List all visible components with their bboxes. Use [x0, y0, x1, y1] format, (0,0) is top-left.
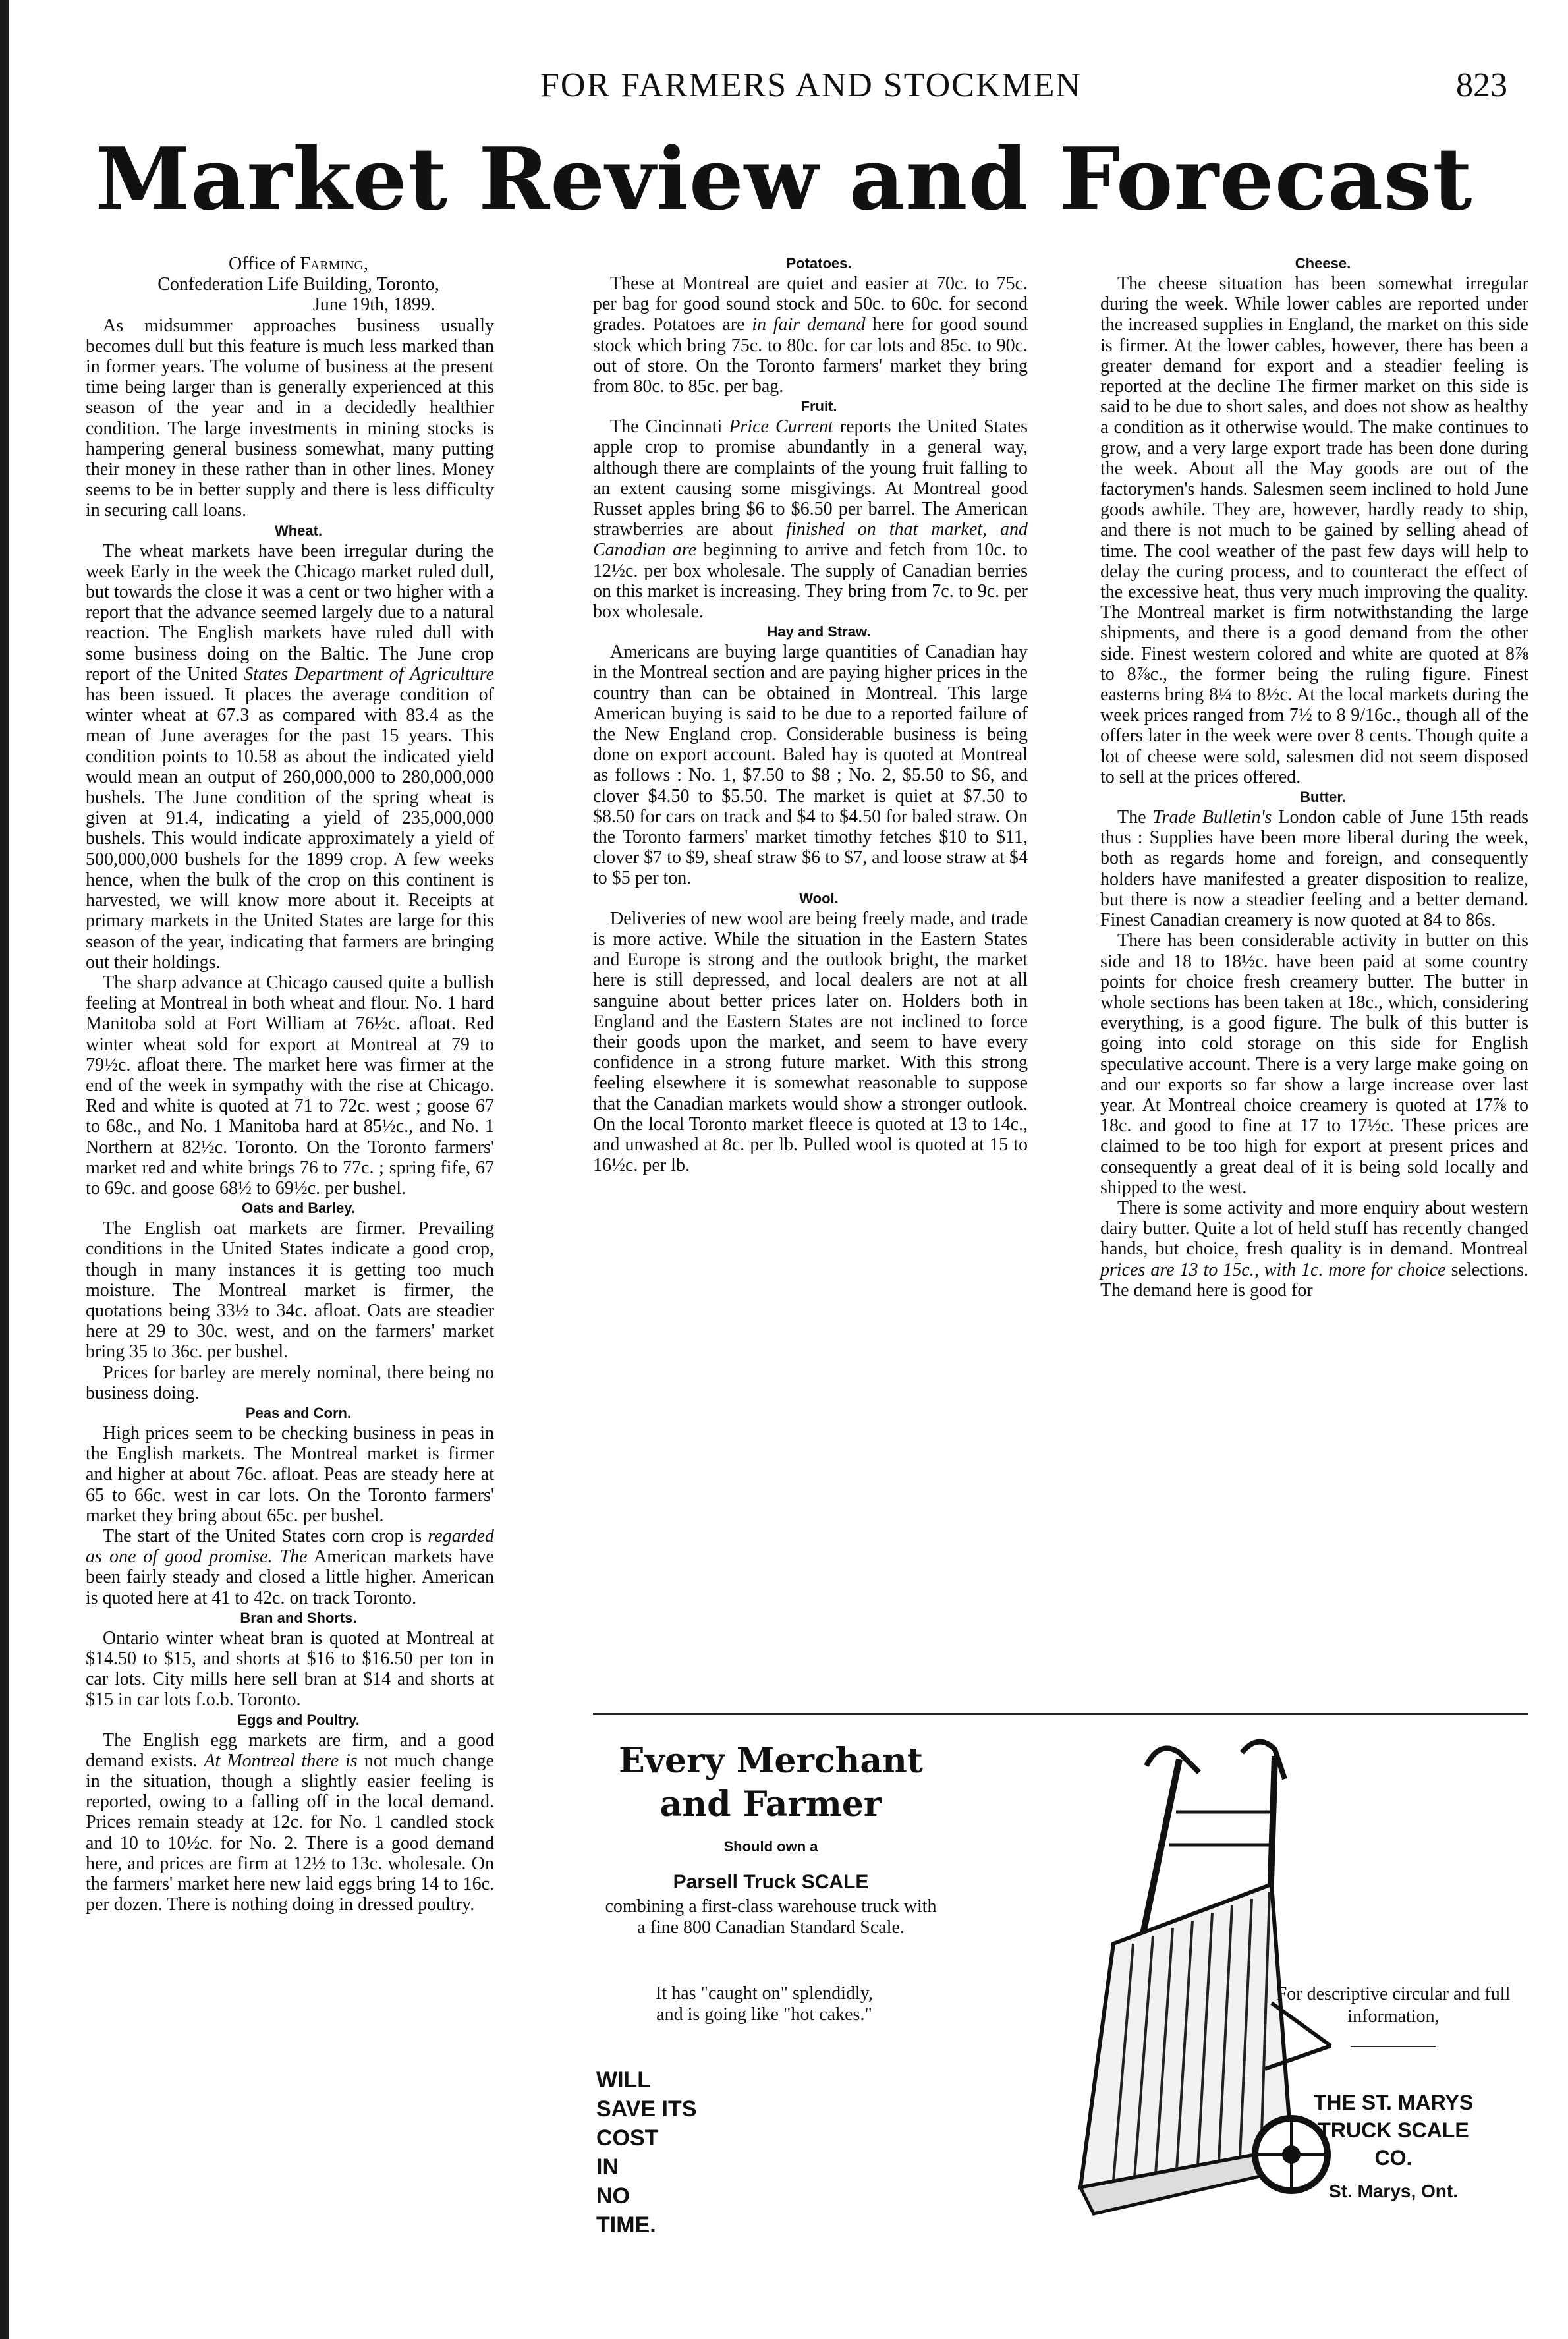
ad-should-own: Should own a — [723, 1838, 818, 1855]
page-title: Market Review and Forecast — [95, 128, 1473, 229]
ad-save-slogan: WILL SAVE ITS COST IN NO TIME. — [596, 2068, 697, 2238]
section-heading-wheat: Wheat. — [274, 522, 323, 539]
bran-paragraph: Ontario winter wheat bran is quoted at Montreal at $14.50 to $15, and shorts at $16 to $16.50 per ton in car lots. City mills here sell bran at $14 and shorts at $15 in car lots f.o.b. Toronto. — [86, 1627, 494, 1710]
ad-divider — [1351, 2046, 1436, 2047]
wool-paragraph: Deliveries of new wool are being freely made, and trade is more active. While the situation in the Eastern States and Europe is strong and the outlook bright, the market here is still depressed, and local dealers are not at all sanguine about better prices later on. Holders both in England and the Eastern States are not inclined to force their goods upon the market, and seem to have every confidence in a strong future market. With this strong feeling elsewhere it is somewhat reasonable to suppose that the Canadian markets would show a stronger outlook. On the local Toronto market fleece is quoted at 13 to 14c., and unwashed at 8c. per lb. Pulled wool is quoted at 15 to 16½c. per lb. — [593, 908, 1028, 1176]
running-head: FOR FARMERS AND STOCKMEN — [540, 67, 1082, 104]
wheat-paragraph-2: The sharp advance at Chicago caused quite a bullish feeling at Montreal in both wheat and flour. No. 1 hard Manitoba sold at Fort William at 76½c. afloat. Red winter wheat sold for export at Montreal at 79 to 79½c. afloat there. The market here was firmer at the end of the week in sympathy with the rise at Chicago. Red and white is quoted at 71 to 72c. west ; goose 67 to 68c., and No. 1 Manitoba hard at 85½c., and No. 1 Northern at 82½c. Toronto. On the Toronto farmers' market red and white brings 76 to 77c. ; spring fife, 67 to 69c. and goose 68½ to 69½c. per bushel. — [86, 972, 494, 1198]
butter-paragraph-2: There has been considerable activity in butter on this side and 18 to 18½c. have been paid at some country points for choice fresh creamery butter. The butter in whole sections has been taken at 18c., which, considering everything, is a good figure. The bulk of this butter is going into cold storage on this side for English speculative account. There is a very large make going on and our exports so far show a large increase over last year. At Montreal choice creamery is quoted at 17⅞ to 18c. and good to fine at 17 to 17½c. These prices are claimed to be too high for export at present prices and consequently a great deal of it is being sold locally and shipped to the west. — [1100, 930, 1528, 1198]
section-heading-cheese: Cheese. — [1295, 255, 1351, 271]
butter-paragraph-1: The Trade Bulletin's London cable of June 15th reads thus : Supplies have been more liberal during the week, both as regards home and foreign, and consequently holders have manifested a greater disposition to realize, but there is now a steadier feeling and a better demand. Finest Canadian creamery is now quoted at 84 to 86s. — [1100, 807, 1529, 931]
dateline-office: Office of Farming, — [228, 254, 368, 274]
ad-quote: It has "caught on" splendidly, and is going like "hot cakes." — [656, 1983, 873, 2025]
cheese-paragraph: The cheese situation has been somewhat irregular during the week. While lower cables are reported under the increased supplies in England, the market on this side is firmer. At the lower cables, however, there has been a greater demand for export and a steadier feeling is reported at the decline The firmer market on this side is said to be due to short sales, and does not show as healthy a condition as it otherwise would. The make continues to grow, and a very large export trade has been done during the week. About all the May goods are out of the factorymen's hands. Salesmen seem inclined to hold June goods awhile. They are, however, hardly ready to ship, and there is not much to be gained by selling ahead of time. The cool weather of the past few days will help to delay the curing process, and to counteract the effect of the excessive heat, thus very much improving the quality. The Montreal market is firm notwithstanding the large shipments, and there is a good demand from the other side. Finest western colored and white are quoted at 8⅞ to 8⅞c., the former being the ruling figure. Finest easterns bring 8¼ to 8½c. At the local markets during the week prices ranged from 7½ to 8 9/16c., though all of the offers later in the week were over 8 cents. Though quite a lot of cheese were sold, salesmen did not seem disposed to sell at the prices offered. — [1100, 273, 1528, 787]
column-3 — [1100, 254, 1528, 1301]
page-number: 823 — [1456, 67, 1507, 104]
oats-paragraph-2: Prices for barley are merely nominal, there being no business doing. — [86, 1362, 494, 1403]
oats-paragraph-1: The English oat markets are firmer. Prevailing conditions in the United States indicate a good crop, though in many instances it is getting too much moisture. The Montreal market is firmer, the quotations being 33½ to 34c. afloat. Oats are steadier here at 29 to 30c. west, and on the farmers' market bring 35 to 36c. per bushel. — [86, 1218, 494, 1363]
section-heading-potatoes: Potatoes. — [786, 255, 852, 271]
intro-paragraph: As midsummer approaches business usually becomes dull but this feature is much less marked than in former years. The volume of business at the present time being larger than is generally experienced at this season of the year and in a decidedly healthier condition. The large investments in mining stocks is hampering general business somewhat, many putting their money in these rather than in other lines. Money seems to be in better supply and there is less difficulty in securing call loans. — [86, 315, 494, 521]
section-heading-fruit: Fruit. — [800, 398, 837, 415]
ad-headline: Every Merchant and Farmer — [619, 1741, 923, 1824]
section-heading-wool: Wool. — [799, 889, 839, 907]
fruit-paragraph: The Cincinnati Price Current reports the United States apple crop to promise abundantly in a general way, although there are complaints of the young fruit falling to an extent causing some misgivings. At Montreal good Russet apples bring $6 to $6.50 per barrel. The American strawberries are about finished on that market, and Canadian are beginning to arrive and fetch from 10c. to 12½c. per box wholesale. The supply of Canadian berries on this market is increasing. They bring from 7c. to 9c. per box wholesale. — [593, 416, 1028, 623]
ad-product-name: Parsell Truck SCALE — [673, 1871, 869, 1893]
potatoes-paragraph: These at Montreal are quiet and easier at 70c. to 75c. per bag for good sound stock and 50c. to 60c. for second grades. Potatoes are in fair demand here for good sound stock which bring 75c. to 80c. for car lots and 85c. to 90c. out of store. On the Toronto farmers' market they bring from 80c. to 85c. per bag. — [593, 273, 1028, 397]
ad-company-place: St. Marys, Ont. — [1328, 2181, 1459, 2201]
section-heading-peas: Peas and Corn. — [245, 1404, 352, 1421]
peas-paragraph-2: The start of the United States corn crop is regarded as one of good promise. The American markets have been fairly steady and closed a little higher. American is quoted here at 41 to 42c. on track Toronto. — [86, 1525, 494, 1608]
page-edge-shadow — [0, 0, 9, 2339]
section-heading-bran: Bran and Shorts. — [240, 1609, 357, 1626]
wheat-paragraph-1: The wheat markets have been irregular during the week Early in the week the Chicago market ruled dull, but towards the close it was a cent or two higher with a report that the advance seemed largely due to a natural reaction. The English markets have ruled dull with some business doing on the Baltic. The June crop report of the United States Department of Agriculture has been issued. It places the average condition of winter wheat at 67.3 as compared with 83.4 as the mean of June averages for the past 15 years. This condition points to 10.58 as about the indicated yield would mean an output of 260,000,000 to 280,000,000 bushels. The June condition of the spring wheat is given at 91.4, indicating a yield of 235,000,000 bushels. This would indicate approximately a yield of 500,000,000 bushels for the 1899 crop. A few weeks hence, when the bulk of the crop on this continent is harvested, we will know more about it. Receipts at primary markets in the United States are large for this season of the year, indicating that farmers are bringing out their holdings. — [86, 540, 494, 972]
column-1 — [86, 254, 494, 1915]
butter-paragraph-3: There is some activity and more enquiry about western dairy butter. Quite a lot of held stuff has recently changed hands, but choice, fresh quality is in demand. Montreal prices are 13 to 15c., with 1c. more for choice selections. The demand here is good for — [1100, 1197, 1528, 1301]
ad-description: combining a first-class warehouse truck with a fine 800 Canadian Standard Scale. — [605, 1896, 937, 1938]
section-heading-oats: Oats and Barley. — [242, 1200, 355, 1217]
section-heading-eggs: Eggs and Poultry. — [237, 1711, 360, 1728]
ad-circular-text: For descriptive circular and full information, — [1276, 1984, 1511, 2027]
hay-paragraph: Americans are buying large quantities of Canadian hay in the Montreal section and are paying higher prices in the country than can be obtained in Montreal. This large American buying is said to be due to a reported failure of the New England crop. Considerable business is being done on export account. Baled hay is quoted at Montreal as follows : No. 1, $7.50 to $8 ; No. 2, $5.50 to $6, and clover $4.50 to $5.50. The market is quiet at $7.50 to $8.50 for cars on track and $4 to $4.50 for baled straw. On the Toronto farmers' market timothy fetches $10 to $11, clover $7 to $9, sheaf straw $6 to $7, and loose straw at $4 to $5 per ton. — [593, 642, 1028, 889]
dateline-date: June 19th, 1899. — [312, 295, 435, 316]
dateline-address: Confederation Life Building, Toronto, — [157, 274, 439, 295]
section-heading-butter: Butter. — [1300, 789, 1346, 806]
peas-paragraph-1: High prices seem to be checking business in peas in the English markets. The Montreal market is firmer and higher at about 76c. afloat. Peas are steady here at 65 to 66c. west in car lots. On the Toronto farmers' market they bring about 65c. per bushel. — [86, 1423, 494, 1526]
column-2 — [593, 254, 1028, 1175]
ad-company-name: THE ST. MARYS TRUCK SCALE CO. — [1313, 2091, 1474, 2170]
advertisement-truck-scale — [593, 1720, 1528, 2247]
eggs-paragraph-start: The English egg markets are firm, and a good demand exists. At Montreal there is not much change in the situation, though a slightly easier feeling is reported, owing to a falling off in the local demand. Prices remain steady at 12c. for No. 1 candled stock and 10 to 10½c. for No. 2. There is a good demand here, and prices are firm at 12½ to 13c. wholesale. On the farmers' market here new laid eggs bring 14 to 16c. per dozen. There is nothing doing in dressed poultry. — [86, 1730, 494, 1915]
advertisement-top-rule — [593, 1713, 1528, 1715]
section-heading-hay: Hay and Straw. — [767, 623, 871, 640]
